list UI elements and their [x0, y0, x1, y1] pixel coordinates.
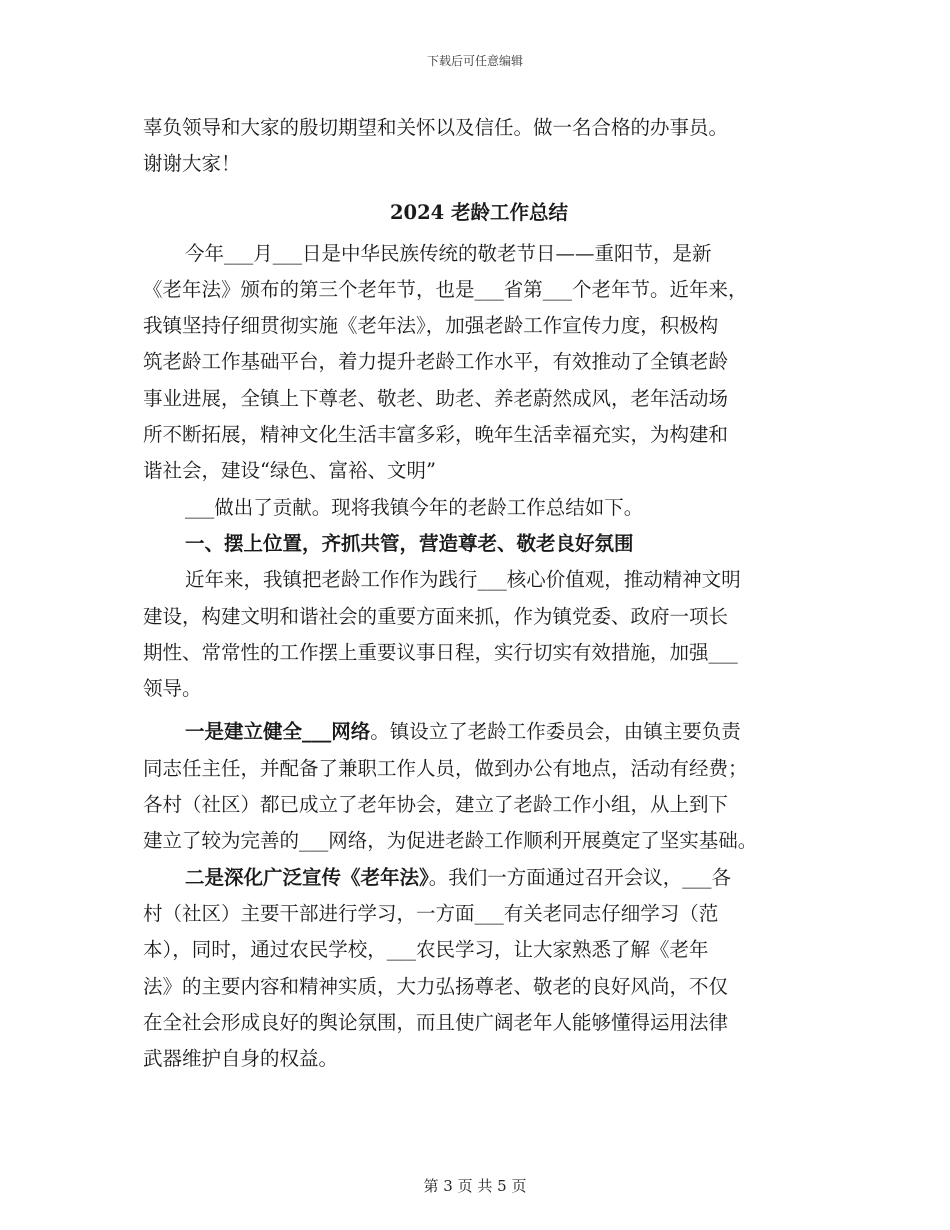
- paragraph-line: 我镇坚持仔细贯彻实施《老年法》，加强老龄工作宣传力度，积极构: [143, 314, 719, 338]
- paragraph-line: [143, 860, 815, 896]
- paragraph-line: 《老年法》颁布的第三个老年节，也是___省第___个老年节。近年来，: [143, 277, 748, 301]
- document-title: 2024 老龄工作总结: [389, 200, 569, 224]
- document-body: [143, 110, 815, 1077]
- paragraph-line: 所不断拓展，精神文化生活丰富多彩，晚年生活幸福充实，为构建和: [143, 423, 729, 447]
- intro-line: 谢谢大家！: [143, 152, 241, 176]
- paragraph-line: 谐社会，建设“绿色、富裕、文明”: [143, 459, 436, 483]
- intro-line: 辜负领导和大家的殷切期望和关怀以及信任。做一名合格的办事员。: [143, 116, 729, 139]
- paragraph-3: [143, 562, 815, 707]
- page-number: 第 3 页 共 5 页: [423, 1177, 527, 1195]
- paragraph-line: 筑老龄工作基础平台，着力提升老龄工作水平，有效推动了全镇老龄: [143, 350, 729, 374]
- point-lead: 二是深化广泛宣传《老年法》: [185, 865, 429, 889]
- paragraph-line: [143, 714, 815, 750]
- page-header-note: 下载后可任意编辑: [426, 54, 523, 68]
- paragraph-line: 建立了较为完善的___网络，为促进老龄工作顺利开展奠定了坚实基础。: [143, 829, 758, 853]
- paragraph-line: 同志任主任，并配备了兼职工作人员，做到办公有地点，活动有经费；: [143, 756, 748, 780]
- point-1: [143, 714, 815, 859]
- paragraph-2: ___做出了贡献。现将我镇今年的老龄工作总结如下。: [185, 495, 644, 519]
- paragraph-line: 在全社会形成良好的舆论氛围，而且使广阔老年人能够懂得运用法律: [143, 1010, 729, 1034]
- paragraph-line: 武器维护自身的权益。: [143, 1047, 339, 1071]
- paragraph-line: 领导。: [143, 677, 202, 701]
- point-lead: 一是建立健全___网络: [185, 720, 371, 744]
- paragraph-line: 近年来，我镇把老龄工作作为践行___核心价值观，推动精神文明: [185, 568, 741, 592]
- paragraph-line: 今年___月___日是中华民族传统的敬老节日——重阳节，是新: [185, 241, 712, 265]
- point-2: [143, 860, 815, 1078]
- section-heading: 一、摆上位置，齐抓共管，营造尊老、敬老良好氛围: [185, 531, 634, 555]
- point-text: 。镇设立了老龄工作委员会，由镇主要负责: [370, 720, 741, 744]
- paragraph-line: 本），同时，通过农民学校，___农民学习，让大家熟悉了解《老年: [143, 938, 709, 962]
- paragraph-line: 法》的主要内容和精神实质，大力弘扬尊老、敬老的良好风尚，不仅: [143, 974, 729, 998]
- paragraph-line: 期性、常常性的工作摆上重要议事日程，实行切实有效措施，加强___: [143, 640, 738, 664]
- point-text: 。我们一方面通过召开会议，___各: [428, 865, 732, 889]
- paragraph-line: 各村（社区）都已成立了老年协会，建立了老龄工作小组，从上到下: [143, 793, 729, 817]
- paragraph-line: 村（社区）主要干部进行学习，一方面___有关老同志仔细学习（范: [143, 901, 719, 925]
- paragraph-line: 事业进展，全镇上下尊老、敬老、助老、养老蔚然成风，老年活动场: [143, 386, 729, 410]
- paragraph-line: 建设，构建文明和谐社会的重要方面来抓，作为镇党委、政府一项长: [143, 604, 729, 628]
- paragraph-1: [143, 236, 815, 490]
